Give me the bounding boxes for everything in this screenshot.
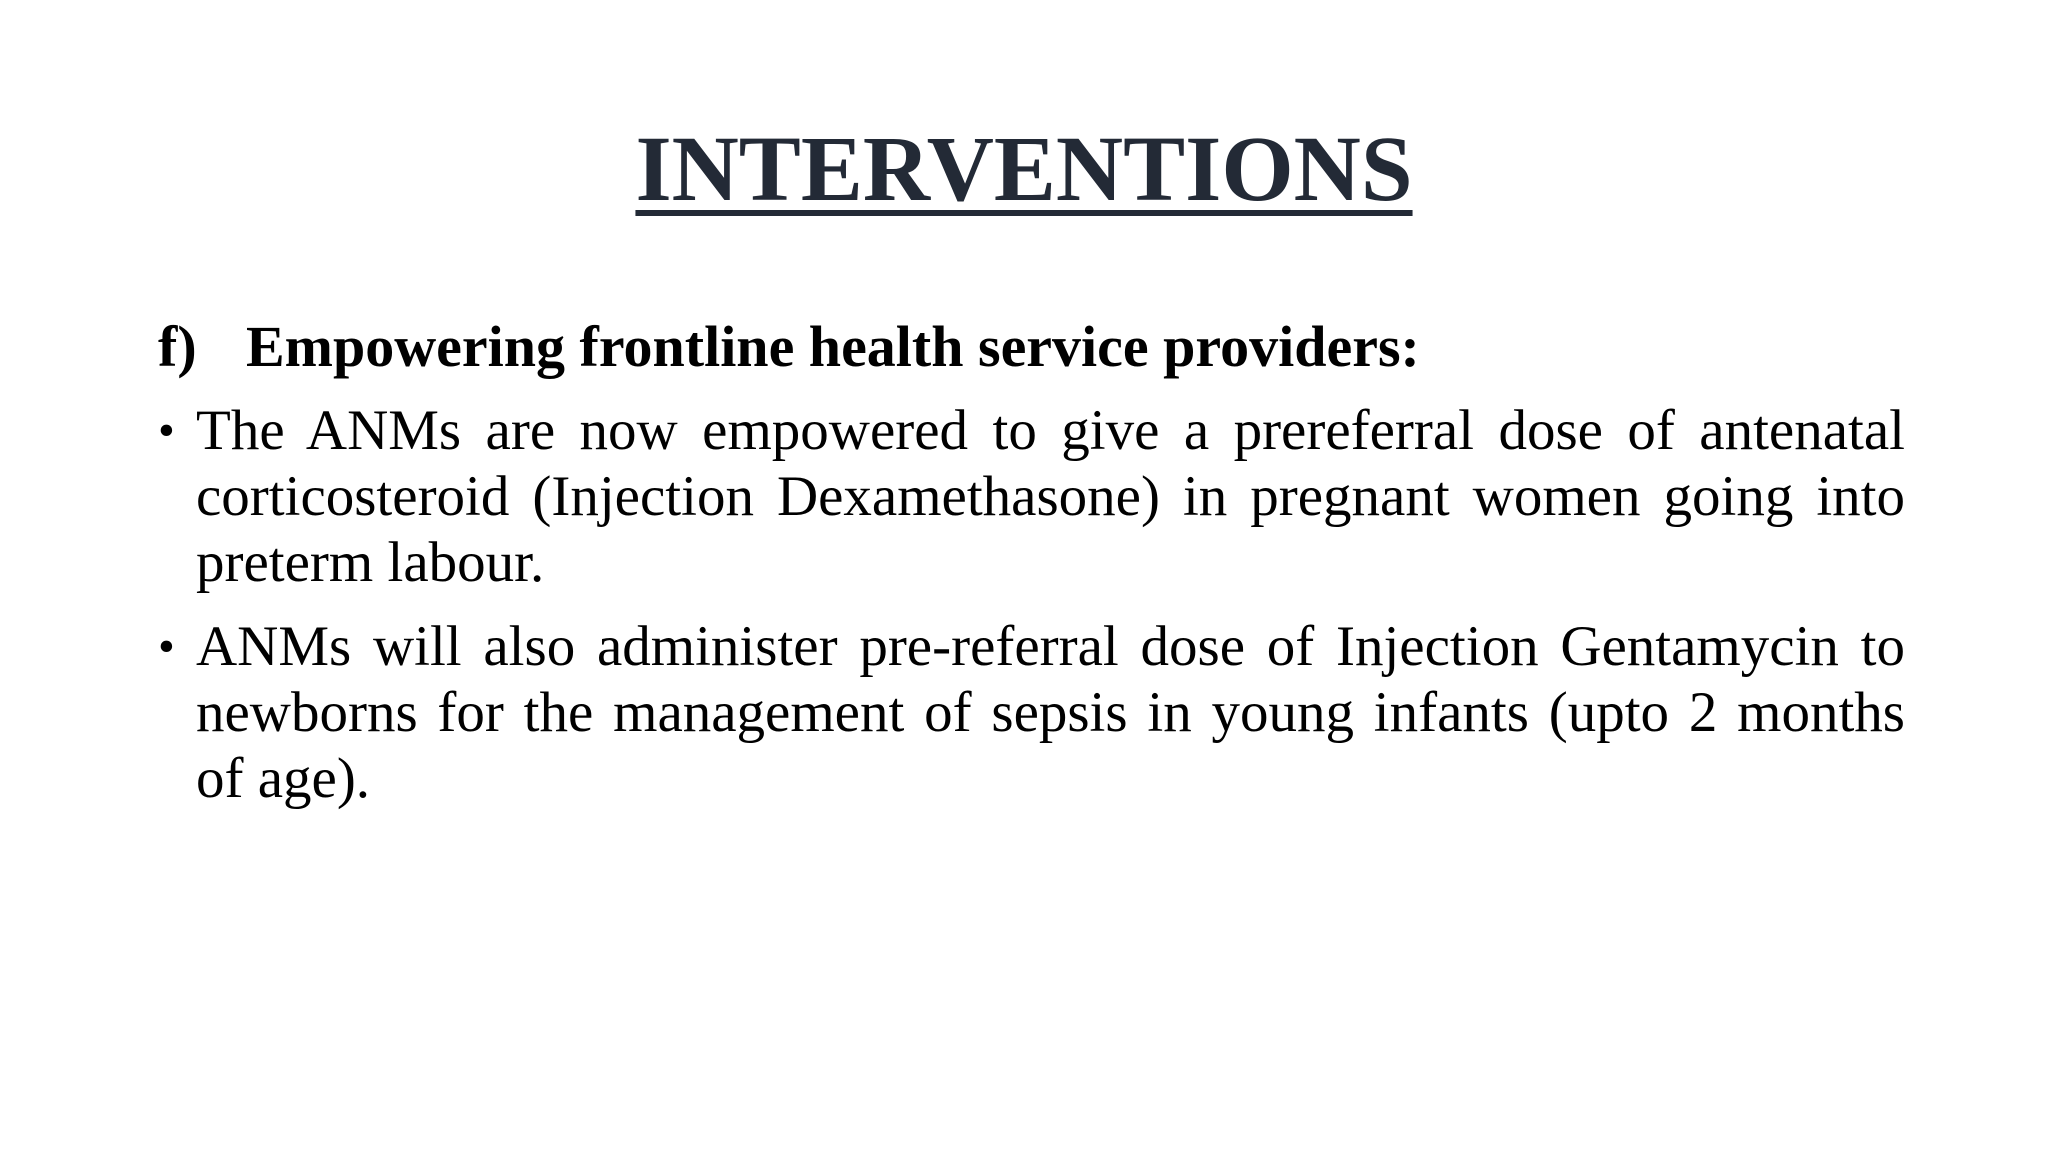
subheading-marker: f) xyxy=(158,314,197,379)
bullet-icon: • xyxy=(158,404,175,457)
bullet-icon: • xyxy=(158,620,175,673)
subheading-text: Empowering frontline health service providers: xyxy=(246,314,1420,379)
slide-title xyxy=(0,116,2048,224)
slide-title-text: INTERVENTIONS xyxy=(635,118,1413,221)
bullet-text: The ANMs are now empowered to give a prereferral dose of antenatal corticosteroid (Injection Dexamethasone) in pregnant women going into preterm labour. xyxy=(196,399,1905,594)
subheading xyxy=(158,313,1420,381)
bullet-list xyxy=(158,398,1905,830)
bullet-item xyxy=(158,398,1905,596)
bullet-text: ANMs will also administer pre-referral dose of Injection Gentamycin to newborns for the management of sepsis in young infants (upto 2 months of age). xyxy=(196,615,1905,810)
bullet-item xyxy=(158,614,1905,812)
